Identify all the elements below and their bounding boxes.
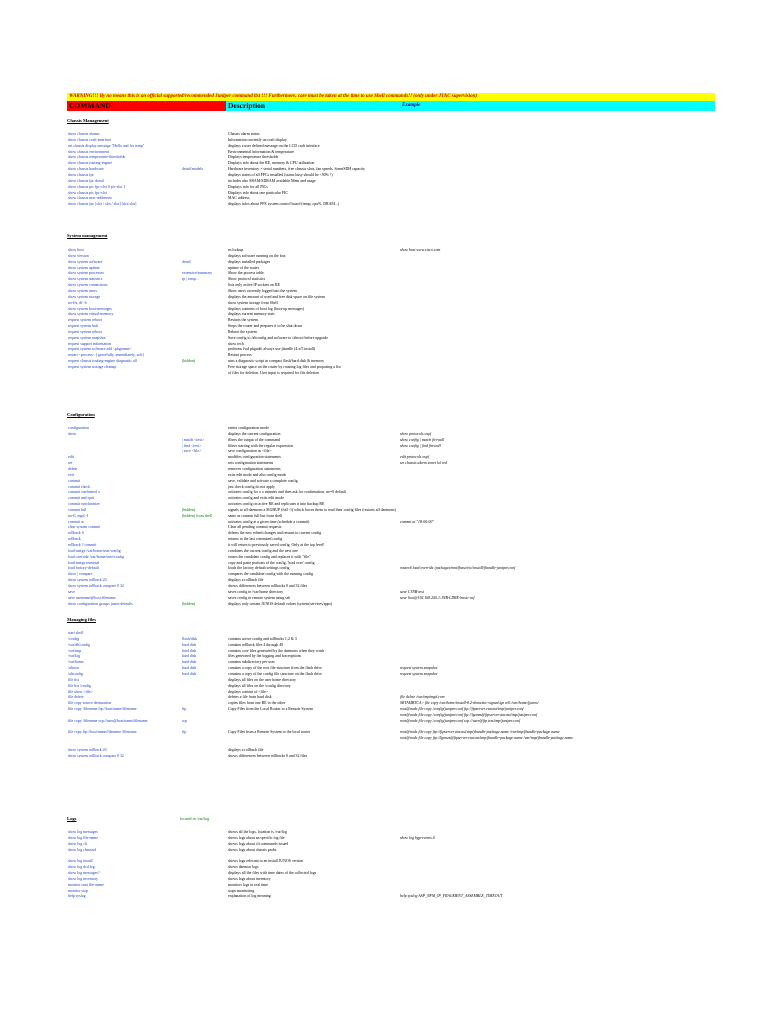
warning-banner: WARNING!!! By no means this is an official supported/recommended Juniper command list !!! Furthermore, care must be taken at the time to use Shell commands!! (only under JTAC supervision) [67, 93, 715, 101]
description-cell: Save config to /altconfig and software to /altroot before upgrade [228, 335, 328, 340]
description-cell: displays the amount of used and free disk space on file system [228, 294, 325, 299]
description-cell: shows daemon logs [228, 865, 259, 870]
description-cell: returns to the last commited config [228, 537, 283, 542]
table-row [0, 601, 768, 607]
command-cell: /var/log [68, 654, 81, 659]
command-cell: show system uptime [68, 265, 100, 270]
command-cell: show system software [68, 259, 103, 264]
description-cell: displays only certain JUNOS default values (system/services/apps) [228, 601, 333, 606]
example-cell: save lion@192.168.200.1:JNB-LDRE-basic-cnf [400, 595, 475, 600]
command-cell: show chassis pic fpc-slot [68, 190, 107, 195]
command-cell: show chassis hardware [68, 167, 104, 172]
example-cell: show log bgp-events.0 [400, 835, 435, 840]
command-cell: show system processes [68, 271, 104, 276]
example-cell: save CJNB-test [400, 589, 424, 594]
command-cell: request system reboot [68, 329, 102, 334]
command-cell: show chassis mac-addresses [68, 196, 112, 201]
option-cell: scp [182, 718, 188, 723]
description-cell: filters the output of the command [228, 437, 280, 442]
description-cell: saves config in remote system using ssh [228, 595, 291, 600]
command-cell: show chassis craft-interface [68, 137, 112, 142]
option-cell: | match <text> [182, 437, 205, 442]
example-cell: root@node file copy /config/juniper.conf ftp://ftpserver.viacast/tmp/juniper.conf [400, 707, 524, 712]
description-cell: shows all the logs, location is /var/log [228, 830, 287, 834]
description-cell: Displays info for all PICs [228, 184, 268, 189]
command-cell: delete [68, 466, 78, 471]
command-cell: show log cli [68, 841, 88, 846]
description-cell: Show the process table [228, 271, 264, 276]
command-cell: file copy source destination [68, 701, 111, 706]
command-cell: show host [68, 248, 84, 252]
option-cell: | save <file> [182, 449, 202, 454]
example-cell: edit protocols ospf [400, 455, 429, 460]
command-cell: show log inventory [68, 876, 99, 881]
option-cell: flash/disk [182, 636, 198, 641]
command-cell: monitor stop [68, 888, 88, 893]
option-cell: ftp [182, 707, 187, 712]
option-cell: detail/models [182, 167, 203, 172]
example-cell: SRTAMBTCA> file copy /var/home/install-8.2-domestic-signed.tgz re0:/var/home/jjunos/ [400, 701, 539, 706]
command-cell: show system rollback 20 [68, 578, 107, 583]
description-cell: exits edit mode and also config mode [228, 472, 287, 477]
description-cell: removes configuration statements [228, 466, 281, 471]
option-cell: (hidden) [182, 601, 196, 606]
description-cell: Stops the router and prepares it to be shut down [228, 324, 303, 329]
description-cell: copy and paste portions of the config, 'load over' config [228, 560, 315, 565]
description-cell: displays infos about PFE system control board (temp, cpu%, DRAM...) [228, 202, 340, 207]
description-cell: files generated by the logging and fraceoptions [228, 654, 302, 659]
command-cell: show log file-name [68, 835, 99, 840]
command-cell: request support information [68, 341, 112, 346]
example-cell: show host www.cisco.com [400, 248, 441, 252]
command-cell: commit and-quit [68, 496, 94, 501]
description-cell: compares the candidate config with the running config [228, 572, 314, 577]
command-cell: show version [68, 253, 89, 258]
command-cell: /config [68, 636, 80, 641]
example-cell: router# load override /packages/mnt/jbase/etc/install/jbundle-juniper.conf [400, 566, 516, 571]
example-cell: root@node file copy /config/juniper.conf ftp://lgonzs@ftpserver.viacast/tmp/juniper.conf [400, 712, 538, 717]
description-cell: contains core files generated by the daemons when they crash [228, 648, 325, 653]
description-cell: monitors logs in real time [228, 882, 268, 887]
section-title: Configuration [67, 412, 95, 417]
command-cell: load factory-default [68, 566, 99, 571]
description-cell: Copy Files from the Local Router to a Remote System [228, 707, 313, 712]
command-cell: commit [68, 478, 80, 483]
option-cell: hard disk [182, 642, 197, 647]
command-cell: commit check [68, 484, 90, 489]
description-cell: displays contents of boot log (boot-up messages) [228, 306, 305, 311]
description-cell: shows differences between rollbacks 0 and 32 files [228, 583, 308, 588]
description-cell: combines the current config and the new one [228, 548, 298, 553]
command-cell: file list [68, 677, 79, 682]
option-cell: (hidden) [182, 507, 196, 512]
example-cell: show config | find firewall [400, 443, 441, 448]
section-title: Logs [67, 816, 77, 821]
description-cell: shows logs about inventory [228, 876, 271, 881]
description-cell: uptime of the router [228, 265, 260, 270]
command-cell: load merge /var/home/user/config [68, 548, 121, 553]
command-cell: show system boot-messages [68, 306, 112, 311]
option-cell: hard disk [182, 666, 197, 671]
description-cell: displays a user defined message on the LCD craft interface [228, 143, 320, 148]
description-cell: Environmental information & temperature [228, 149, 295, 154]
description-cell: contains rollback files 4 through 49 [228, 642, 284, 647]
description-cell: signals to all daemons a SIGHUP (full -1) which forces them to read their config files (restarts all daemons) [228, 507, 396, 512]
description-cell: runs a diagnostic script in compact flash/hard disk & memory [228, 359, 325, 364]
command-cell: rollback 0 [68, 531, 84, 536]
command-cell: load merge terminal [68, 560, 100, 565]
option-cell: ftp [182, 730, 187, 735]
description-cell: erases the candidate config and replaces it with "file" [228, 554, 311, 559]
table-row [0, 370, 768, 376]
description-cell: displays content of <file> [228, 689, 268, 694]
option-cell: | find <text> [182, 443, 202, 448]
description-cell: contains subdirectory per user [228, 660, 275, 665]
description-cell: explanation of log meaning [228, 894, 271, 899]
description-cell: shows logs about an specific log file [228, 835, 285, 840]
command-cell: commit full [68, 507, 87, 512]
description-cell: displays a rollback file [228, 748, 264, 752]
description-cell: Restarts the system [228, 318, 259, 323]
description-cell: shows logs relevant to an install JUNOS version [228, 859, 304, 864]
example-cell: root@node file copy ftp://lgonzs@ftpserver.viacast/tmp/jbundle-package.name /var/tmp/jbundle-package.name [400, 736, 574, 741]
command-cell: file copy /filename scp://user@host/name/filename [68, 718, 148, 723]
command-cell: load override /var/home/user/config [68, 554, 124, 559]
example-cell: help syslog ASP_NFM_IP_FRAGMENT_ASSEMBLE_TIMEOUT [400, 894, 503, 899]
description-cell: save configuration as <file> [228, 449, 272, 454]
example-cell: root@node file copy ftp://ftpserver.viacast/tmp/jbundle-package.name /var/tmp/jbundle-package.name [400, 730, 560, 735]
example-cell: commit at "18:00:00" [400, 519, 434, 524]
example-cell: show protocols ospf [400, 431, 431, 436]
description-cell: Free storage space on the router by rotating log files and proposing a list [228, 365, 341, 369]
description-cell: it will return to previously saved config. Only at the top level! [228, 543, 325, 547]
description-cell: deletes a file from hard disk [228, 695, 272, 700]
option-cell: (hidden) [182, 359, 196, 364]
command-cell: commit synchronize [68, 502, 100, 507]
header-example: Example [396, 101, 715, 111]
description-cell: activates config on active RE and replicates it into backup RE [228, 502, 325, 507]
command-cell: no-fl, mgd -I [68, 513, 88, 518]
description-cell: filters starting with the regular expression [228, 443, 293, 448]
description-cell: ns lookup [228, 248, 244, 252]
description-cell: displays all files on the /config directory [228, 683, 291, 688]
command-cell: show system rollback compare 0 32 [68, 753, 124, 758]
description-cell: Copy Files from a Remote System to the local router [228, 730, 311, 735]
header-command: COMMAND [67, 101, 226, 111]
description-cell: displays a rollback file [228, 578, 264, 583]
description-cell: MAC address [228, 196, 250, 201]
description-cell: contains a copy of the config file structure on the flash drive [228, 671, 322, 676]
command-cell: file show <file> [68, 689, 93, 694]
command-cell: show system users [68, 288, 97, 293]
header-description: Description [226, 101, 396, 111]
command-cell: /altroot [68, 666, 80, 671]
description-cell: includes also SRAM/SDRAM available Mem and usage [228, 178, 316, 183]
command-cell: show system virtual-memory [68, 312, 114, 317]
command-cell: save [68, 589, 75, 594]
description-cell: displays the current configuration [228, 431, 281, 436]
command-cell: request system reboot [68, 318, 102, 323]
description-cell: modifies configuration statements [228, 455, 281, 460]
example-cell: root@node file copy /config/juniper.conf scp://user@ftp.test/tmp/juniper.conf [400, 718, 520, 723]
description-cell: saves config in /var/home directory [228, 589, 284, 594]
command-cell: /var/db/config [68, 642, 91, 647]
command-cell: restart <process> [ gracefully, immediately, soft] [68, 353, 144, 358]
description-cell: shows logs about chassis probs [228, 847, 277, 852]
command-cell: /var/home [68, 660, 84, 665]
description-cell: activates config and exits edit mode [228, 496, 284, 501]
option-cell: hard disk [182, 660, 197, 665]
command-cell: /var/tmp [68, 648, 82, 653]
table-row [0, 893, 768, 899]
command-cell: show chassis fpc detail [68, 178, 104, 183]
description-cell: Displays info about the RE, memory & CPU utilization [228, 161, 315, 166]
command-cell: rollback ? commit [68, 543, 97, 547]
description-cell: activates config for x x minutes and then ask for confirmation, no=0 default [228, 490, 346, 495]
command-cell: show configuration groups junos-defaults [68, 601, 133, 606]
command-cell: show chassis fpc [slot / slot / slot] [slot slot] [68, 202, 137, 207]
description-cell: activates config at a given time (schedule a commit) [228, 519, 310, 524]
example-cell: request system snapshot [400, 666, 438, 671]
description-cell: displays status of all FPCs installed (status busy should be <90% !) [228, 172, 333, 177]
description-cell: of files for deletion. User input is required for file deletion [228, 370, 319, 375]
command-cell: clear system commit [68, 525, 101, 530]
command-cell: show system statistics [68, 277, 103, 282]
description-cell: shows differences between rollbacks 0 and 32 files [228, 753, 308, 758]
command-cell: show system storage [68, 294, 101, 299]
description-cell: Information currently on craft display [228, 137, 287, 142]
option-cell: hard disk [182, 654, 197, 659]
description-cell: displays all files on the user home directory [228, 677, 296, 682]
description-cell: stops monitoring [228, 888, 255, 893]
description-cell: Displays temperature thresholds [228, 155, 279, 160]
command-cell: configuration [68, 426, 89, 430]
command-cell: commit at [68, 519, 84, 524]
description-cell: Displays info about one particular PIC [228, 190, 288, 195]
example-cell: show config | match firewall [400, 437, 445, 442]
command-cell: show log messages? [68, 870, 100, 875]
command-cell: request system storage cleanup [68, 365, 117, 369]
command-cell: monitor start file-name [68, 882, 104, 887]
command-cell: request system snapshot [68, 335, 106, 340]
command-cell: show log messages [68, 830, 98, 834]
table-row [0, 753, 768, 759]
command-cell: request chassis routing-engine diagnostic all [68, 359, 137, 364]
example-cell: request system snapshot [400, 671, 438, 676]
description-cell: same as commit full but from shell [228, 513, 283, 518]
command-cell: file copy /filename ftp://host/name/filename [68, 707, 137, 712]
command-cell: commit confirmed x [68, 490, 100, 495]
command-cell: show system rollback compare 0 32 [68, 583, 124, 588]
description-cell: Show users currently logged into the system [228, 288, 297, 293]
description-cell: performs fwd pkgadd; always use jbundle (4.x/5 install) [228, 347, 316, 352]
description-cell: contains a copy of the root file structure from the flash drive [228, 666, 322, 671]
option-cell: hard disk [182, 671, 197, 676]
description-cell: copies files from one RE to the other [228, 701, 286, 706]
example-cell: set chassis alarm sonet lol red [400, 461, 448, 466]
description-cell: Chassis alarm status [228, 132, 260, 136]
description-cell: Show protocol statistics [228, 277, 266, 282]
command-cell: show | compare [68, 572, 93, 577]
command-cell: start shell [68, 631, 84, 635]
command-cell: request system halt [68, 324, 98, 329]
description-cell: displays current memory stats [228, 312, 275, 317]
section-title: Managing files [67, 617, 96, 622]
description-cell: save, validate and activate a complete config [228, 478, 298, 483]
command-cell: show chassis pic fpc-slot 0 pic-slot 1 [68, 184, 126, 189]
command-cell: edit [68, 455, 74, 460]
table-row [0, 201, 768, 207]
description-cell: show system storage from Shell [228, 300, 278, 305]
description-cell: show tech [228, 341, 244, 346]
command-cell: show log install [68, 859, 93, 864]
command-cell: request system software add <pkgname> [68, 347, 132, 352]
command-cell: show [68, 431, 77, 436]
description-cell: Clear all pending commit requests [228, 525, 282, 530]
command-cell: set [68, 461, 73, 466]
command-cell: set chassis display message "Hello and for temp" [68, 143, 145, 148]
command-cell: file copy ftp://host/name/filename /filename [68, 730, 137, 735]
command-cell: save username@host:filename [68, 595, 116, 600]
description-cell: Restart process [228, 353, 252, 358]
command-cell: no-ffs, df -h [68, 300, 87, 305]
option-cell: (hidden) from shell [182, 513, 213, 518]
description-cell: contains active config and rollbacks 1,2 & 3 [228, 636, 297, 641]
command-cell: show chassis environment [68, 149, 109, 154]
option-cell: extensive/summary [182, 271, 213, 276]
description-cell: shows logs about cli commands issued [228, 841, 289, 846]
description-cell: loads the factory default settings config [228, 566, 290, 571]
command-cell: file list /config [68, 683, 91, 688]
command-cell: rollback [68, 537, 81, 542]
description-cell: displays software running on the box [228, 253, 286, 258]
section-title: Chassis Management [67, 118, 109, 123]
command-cell: show system rollback 20 [68, 748, 107, 752]
description-cell: displays installed packages [228, 259, 271, 264]
command-cell: show chassis temperature-thresholds [68, 155, 126, 160]
command-cell: show chassis fpc [68, 172, 95, 177]
description-cell: just check config do not apply [228, 484, 276, 489]
example-cell: file delete /var/tmp/mgd.core [400, 695, 445, 700]
command-cell: /altconfig [68, 671, 83, 676]
description-cell: lists only active IP sockets on RE [228, 283, 280, 288]
description-cell: displays all the files with time dates of the collected logs [228, 870, 317, 875]
section-title: System management [67, 233, 108, 238]
section-note: located in /var/log [180, 816, 210, 821]
command-cell: show system connections [68, 283, 108, 288]
command-cell: exit [68, 472, 74, 477]
command-cell: show chassis alarms [68, 132, 100, 136]
option-cell: hard disk [182, 648, 197, 653]
description-cell: Hardware inventory + serial numbers, free chassis slots, fan speeds, SonetSDH capacity [228, 167, 366, 172]
description-cell: Reboot the system [228, 329, 257, 334]
option-cell: detail [182, 259, 191, 264]
description-cell: enters configuration mode [228, 426, 269, 430]
command-cell: show log chassisd [68, 847, 97, 852]
description-cell: deletes the new edited changes and returns to current config [228, 531, 322, 536]
option-cell: ip | icmp... [182, 277, 199, 282]
command-cell: show log dcd.log [68, 865, 95, 870]
command-cell: help syslog [68, 894, 86, 899]
description-cell: sets configuration statements [228, 461, 274, 466]
command-cell: file delete [68, 695, 84, 700]
command-cell: show chassis routing-engine [68, 161, 113, 166]
